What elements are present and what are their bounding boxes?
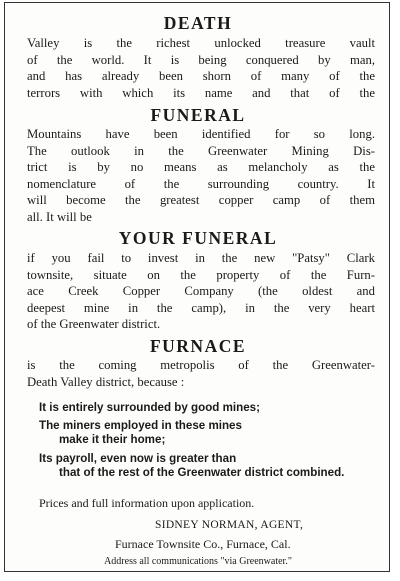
reasons-list [39,401,365,484]
reason-item [39,419,365,447]
paragraph-line: Death Valley district, because : [27,374,185,389]
paragraph-line: all. It will be [27,209,92,224]
paragraph-line: if you fail to invest in the new "Patsy" Clark [27,251,375,265]
paragraph-line: terrors with which its name and that of the [27,85,375,100]
heading-funeral: FUNERAL [150,105,246,125]
footnote: Address all communications "via Greenwater." [104,556,292,567]
advertisement-page [4,2,390,572]
paragraph-line: is the coming metropolis of the Greenwater- [27,358,375,372]
reason-line: make it their home; [59,433,166,447]
paragraph-line: Mountains have been identified for so long. [27,127,375,141]
reason-item [39,401,365,415]
paragraph-line: townsite, situate on the property of the Furn- [27,267,375,282]
paragraph-line: trict is by no means as melancholy as the [27,160,375,175]
agent-name: SIDNEY NORMAN, AGENT, [155,519,304,531]
reason-line: It is entirely surrounded by good mines; [39,401,260,414]
reason-line: that of the rest of the Greenwater district combined. [59,465,345,479]
heading-your-funeral: YOUR FUNERAL [118,228,278,248]
paragraph-line: ace Creek Copper Company (the oldest and [27,284,375,299]
paragraph-line: and has already been shorn of many of the [27,69,375,84]
paragraph-funeral [27,126,375,226]
paragraph-line: of the Greenwater district. [27,317,161,332]
reason-line: Its payroll, even now is greater than [39,451,237,465]
paragraph-line: will become the greatest copper camp of them [27,193,375,208]
agent-company: Furnace Townsite Co., Furnace, Cal. [115,537,291,551]
paragraph-death [27,35,375,101]
paragraph-line: nomenclature of the surrounding country. It [27,176,375,191]
paragraph-line: The outlook in the Greenwater Mining Dis- [27,143,375,158]
reason-line: The miners employed in these mines [39,419,242,433]
paragraph-your-funeral [27,250,375,333]
paragraph-line: Valley is the richest unlocked treasure vault [27,36,375,50]
heading-furnace: FURNACE [149,336,247,356]
paragraph-furnace [27,357,375,390]
closing-text: Prices and full information upon application. [39,496,255,510]
reason-item [39,452,365,480]
heading-death: DEATH [163,13,233,33]
paragraph-line: deepest mine in the camp), in the very heart [27,300,375,315]
paragraph-line: of the world. It is being conquered by man, [27,52,375,67]
